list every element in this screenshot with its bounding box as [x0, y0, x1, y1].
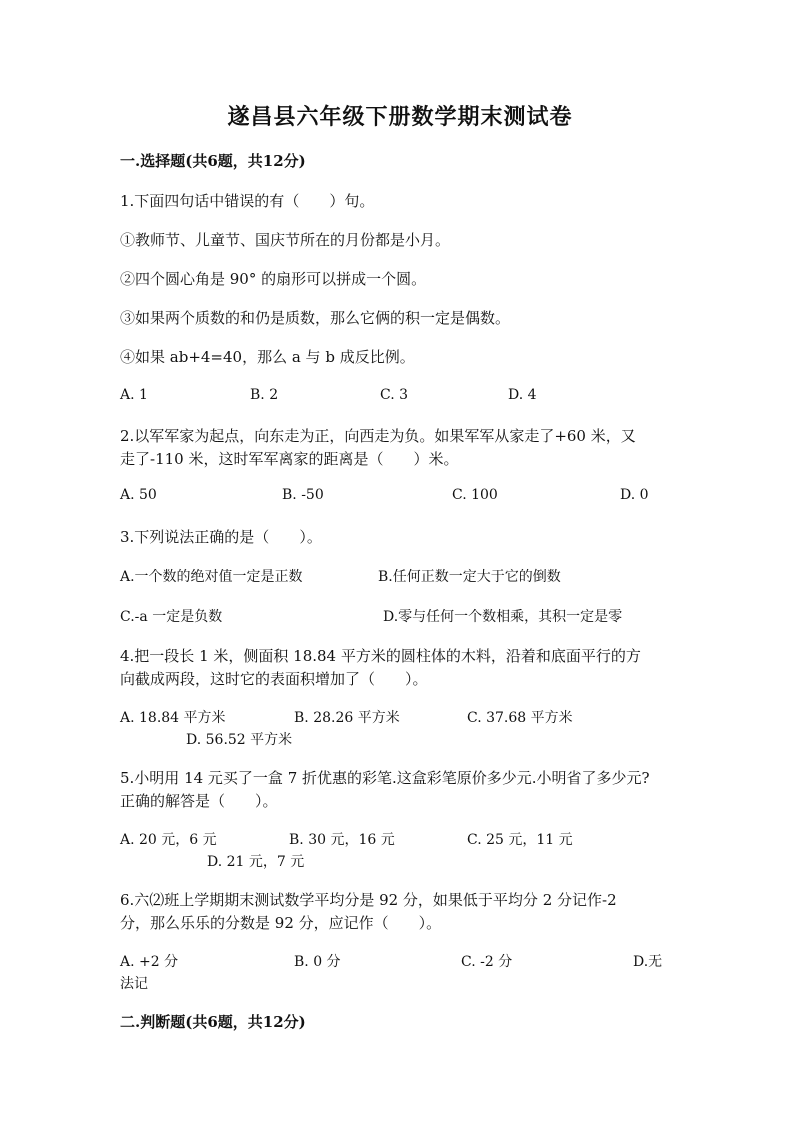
question-5-stem-line: 5.小明用 14 元买了一盒 7 折优惠的彩笔.这盒彩笔原价多少元.小明省了多少元?: [120, 769, 650, 787]
question-2-stem-line: 走了-110 米，这时军军离家的距离是（ ）米。: [120, 450, 459, 468]
question-3-option-b: B.任何正数一定大于它的倒数: [378, 569, 561, 585]
question-1-item: ③如果两个质数的和仍是质数，那么它俩的积一定是偶数。: [120, 309, 511, 327]
question-2-option-d: D. 0: [620, 487, 649, 503]
question-6-option-d-wrap: 法记: [120, 976, 148, 992]
question-4-option-a: A. 18.84 平方米: [120, 710, 226, 726]
question-1-option-c: C. 3: [380, 387, 409, 403]
question-4-option-d: D. 56.52 平方米: [186, 732, 293, 748]
question-5-option-a: A. 20 元，6 元: [120, 832, 217, 848]
question-5-stem-line: 正确的解答是（ ）。: [120, 792, 278, 810]
question-5-option-b: B. 30 元，16 元: [289, 832, 395, 848]
question-5-option-c: C. 25 元，11 元: [467, 832, 573, 848]
question-6-option-a: A. +2 分: [120, 954, 179, 970]
question-3-stem: 3.下列说法正确的是（ ）。: [120, 528, 322, 546]
question-4-stem-line: 向截成两段，这时它的表面积增加了（ ）。: [120, 670, 428, 688]
question-4-option-c: C. 37.68 平方米: [467, 710, 573, 726]
section-heading-choice: 一.选择题(共6题，共12分): [120, 152, 306, 170]
question-6-option-c: C. -2 分: [461, 954, 513, 970]
question-3-option-a: A.一个数的绝对值一定是正数: [120, 569, 303, 585]
question-4-option-b: B. 28.26 平方米: [294, 710, 400, 726]
question-3-option-d: D.零与任何一个数相乘，其积一定是零: [383, 609, 623, 625]
question-1-stem: 1.下面四句话中错误的有（ ）句。: [120, 192, 375, 210]
question-6-stem-line: 6.六⑵班上学期期末测试数学平均分是 92 分，如果低于平均分 2 分记作-2: [120, 891, 617, 909]
question-5-option-d: D. 21 元，7 元: [207, 854, 305, 870]
question-2-stem-line: 2.以军军家为起点，向东走为正，向西走为负。如果军军从家走了+60 米，又: [120, 427, 636, 445]
question-6-option-d: D.无: [633, 954, 663, 970]
question-1-item: ②四个圆心角是 90° 的扇形可以拼成一个圆。: [120, 270, 427, 288]
page-title: 遂昌县六年级下册数学期末测试卷: [227, 104, 573, 130]
question-1-option-a: A. 1: [120, 387, 148, 403]
question-6-option-b: B. 0 分: [294, 954, 341, 970]
section-heading-judgment: 二.判断题(共6题，共12分): [120, 1013, 306, 1031]
question-4-stem-line: 4.把一段长 1 米，侧面积 18.84 平方米的圆柱体的木料，沿着和底面平行的方: [120, 647, 641, 665]
question-1-item: ①教师节、儿童节、国庆节所在的月份都是小月。: [120, 231, 451, 249]
question-2-option-b: B. -50: [282, 487, 324, 503]
question-1-option-d: D. 4: [508, 387, 537, 403]
question-2-option-c: C. 100: [452, 487, 498, 503]
question-1-item: ④如果 ab+4=40，那么 a 与 b 成反比例。: [120, 348, 415, 366]
question-1-option-b: B. 2: [250, 387, 279, 403]
question-6-stem-line: 分，那么乐乐的分数是 92 分，应记作（ ）。: [120, 914, 442, 932]
question-2-option-a: A. 50: [120, 487, 157, 503]
question-3-option-c: C.-a 一定是负数: [120, 609, 223, 625]
